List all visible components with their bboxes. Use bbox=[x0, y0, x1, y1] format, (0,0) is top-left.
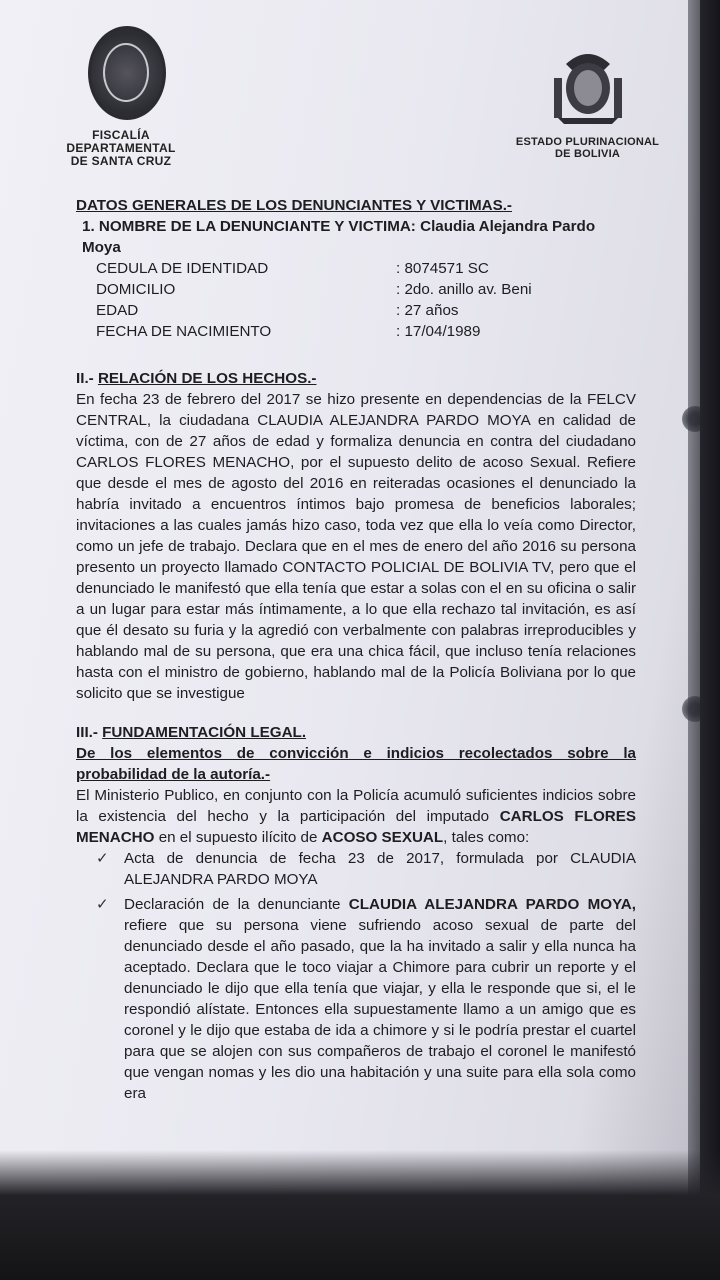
header-right-line2: DE BOLIVIA bbox=[555, 148, 620, 160]
page-edge-shadow bbox=[688, 0, 720, 1195]
section3-intro bbox=[76, 785, 636, 848]
field-value: : 8074571 SC bbox=[396, 260, 489, 277]
list-item bbox=[96, 894, 636, 1104]
checkmark-icon: ✓ bbox=[96, 896, 109, 913]
intro-text-a: El Ministerio Publico, en conjunto con la Policía acumuló suficientes indicios sobre la existencia del hecho y la participación del imputado bbox=[76, 787, 636, 825]
header-left-line2: DE SANTA CRUZ bbox=[70, 154, 172, 168]
fiscalia-seal-logo bbox=[88, 26, 166, 120]
document-body bbox=[76, 195, 636, 1104]
intro-crime: ACOSO SEXUAL bbox=[321, 829, 444, 846]
background-surface bbox=[0, 1150, 720, 1280]
section2-title: RELACIÓN DE LOS HECHOS.- bbox=[97, 370, 317, 387]
section1-title: DATOS GENERALES DE LOS DENUNCIANTES Y VICTIMAS.- bbox=[76, 197, 512, 214]
bolivia-coat-of-arms-logo bbox=[548, 44, 628, 126]
evidence-item-1: Acta de denuncia de fecha 23 de 2017, formulada por CLAUDIA ALEJANDRA PARDO MOYA bbox=[124, 850, 636, 888]
field-label: DOMICILIO bbox=[96, 281, 176, 298]
list-item bbox=[96, 848, 636, 890]
section2-heading bbox=[76, 368, 636, 389]
victim-name-label: 1. NOMBRE DE LA DENUNCIANTE Y VICTIMA: bbox=[82, 218, 416, 235]
field-value: : 27 años bbox=[396, 302, 459, 319]
header-right-line1: ESTADO PLURINACIONAL bbox=[515, 136, 660, 148]
section2-prefix: II.- bbox=[76, 370, 98, 387]
field-label: CEDULA DE IDENTIDAD bbox=[96, 260, 269, 277]
section3-prefix: III.- bbox=[76, 724, 103, 741]
section3-title: FUNDAMENTACIÓN LEGAL. bbox=[102, 724, 307, 741]
evidence-item-2-a: Declaración de la denunciante bbox=[124, 896, 349, 913]
section2-body: En fecha 23 de febrero del 2017 se hizo presente en dependencias de la FELCV CENTRAL, la ciudadana CLAUDIA ALEJANDRA PARDO MOYA en calidad de víctima, con de 27 años de edad y formaliza denuncia en contra del ciudadano CARLOS FLORES MENACHO, por el supuesto delito de acoso Sexual. Refiere que desde el mes de agosto del 2016 en reiteradas ocasiones el denunciado la habría invitado a encuentros íntimos bajo promesa de beneficios laborales; invitaciones a las cuales jamás hizo caso, toda vez que ella lo veía como Director, como un jefe de trabajo. Declara que en el mes de enero del año 2016 su persona presento un proyecto llamado CONTACTO POLICIAL DE BOLIVIA TV, pero que el denunciado le manifestó que ella tenía que estar a solas con el en su oficina o salir a un lugar para estar más íntimamente, a lo que ella rechazo tal invitación, es así que él desato su furia y la agredió con verbalmente con palabras irreproducibles y hablando mal de su persona, que era una chica fácil, que incluso tenía relaciones hasta con el ministro de gobierno, hablando mal de la Policía Boliviana por lo que solicito que se investigue bbox=[76, 391, 636, 702]
evidence-item-2 bbox=[124, 894, 636, 1104]
header-left-line1: FISCALÍA DEPARTAMENTAL bbox=[66, 128, 176, 155]
section3-heading bbox=[76, 722, 636, 743]
victim-name-line bbox=[82, 216, 636, 258]
intro-accused-name: CARLOS FLORES MENACHO bbox=[76, 808, 636, 846]
checkmark-icon: ✓ bbox=[96, 850, 109, 867]
evidence-item-2-b: refiere que su persona viene sufriendo acoso sexual de parte del denunciado desde el año pasado, que la ha invitado a salir y ella nunca ha aceptado. Declara que le toco viajar a Chimore para cubrir un reporte y el denunciado le dijo que ella tenía que viajar, y ella le responde que si, el le respondió alístate. Entonces ella supuestamente llamo a un amigo que es coronel y le dijo que estaba de ida a chimore y si le podría prestar el cuartel para que se alojen con sus compañeros de trabajo el coronel le manifestó que vengan nomas y les dio una habitación y una suite para ella sola como era bbox=[124, 917, 636, 1102]
fiscalia-header bbox=[36, 129, 206, 168]
intro-text-b: en el supuesto ilícito de bbox=[154, 829, 322, 846]
evidence-list bbox=[76, 848, 636, 1104]
field-value: : 17/04/1989 bbox=[396, 323, 481, 340]
evidence-item-2-name: CLAUDIA ALEJANDRA PARDO MOYA, bbox=[348, 896, 636, 913]
field-value: : 2do. anillo av. Beni bbox=[396, 281, 532, 298]
victim-name-value: Claudia Alejandra Pardo Moya bbox=[82, 218, 596, 256]
intro-text-c: , tales como: bbox=[443, 829, 530, 846]
section3-subtitle: De los elementos de convicción e indicios recolectados sobre la probabilidad de la autoría.- bbox=[76, 745, 636, 783]
estado-header bbox=[515, 136, 660, 160]
field-label: EDAD bbox=[96, 302, 139, 319]
field-label: FECHA DE NACIMIENTO bbox=[96, 323, 272, 340]
victim-details bbox=[96, 258, 636, 342]
